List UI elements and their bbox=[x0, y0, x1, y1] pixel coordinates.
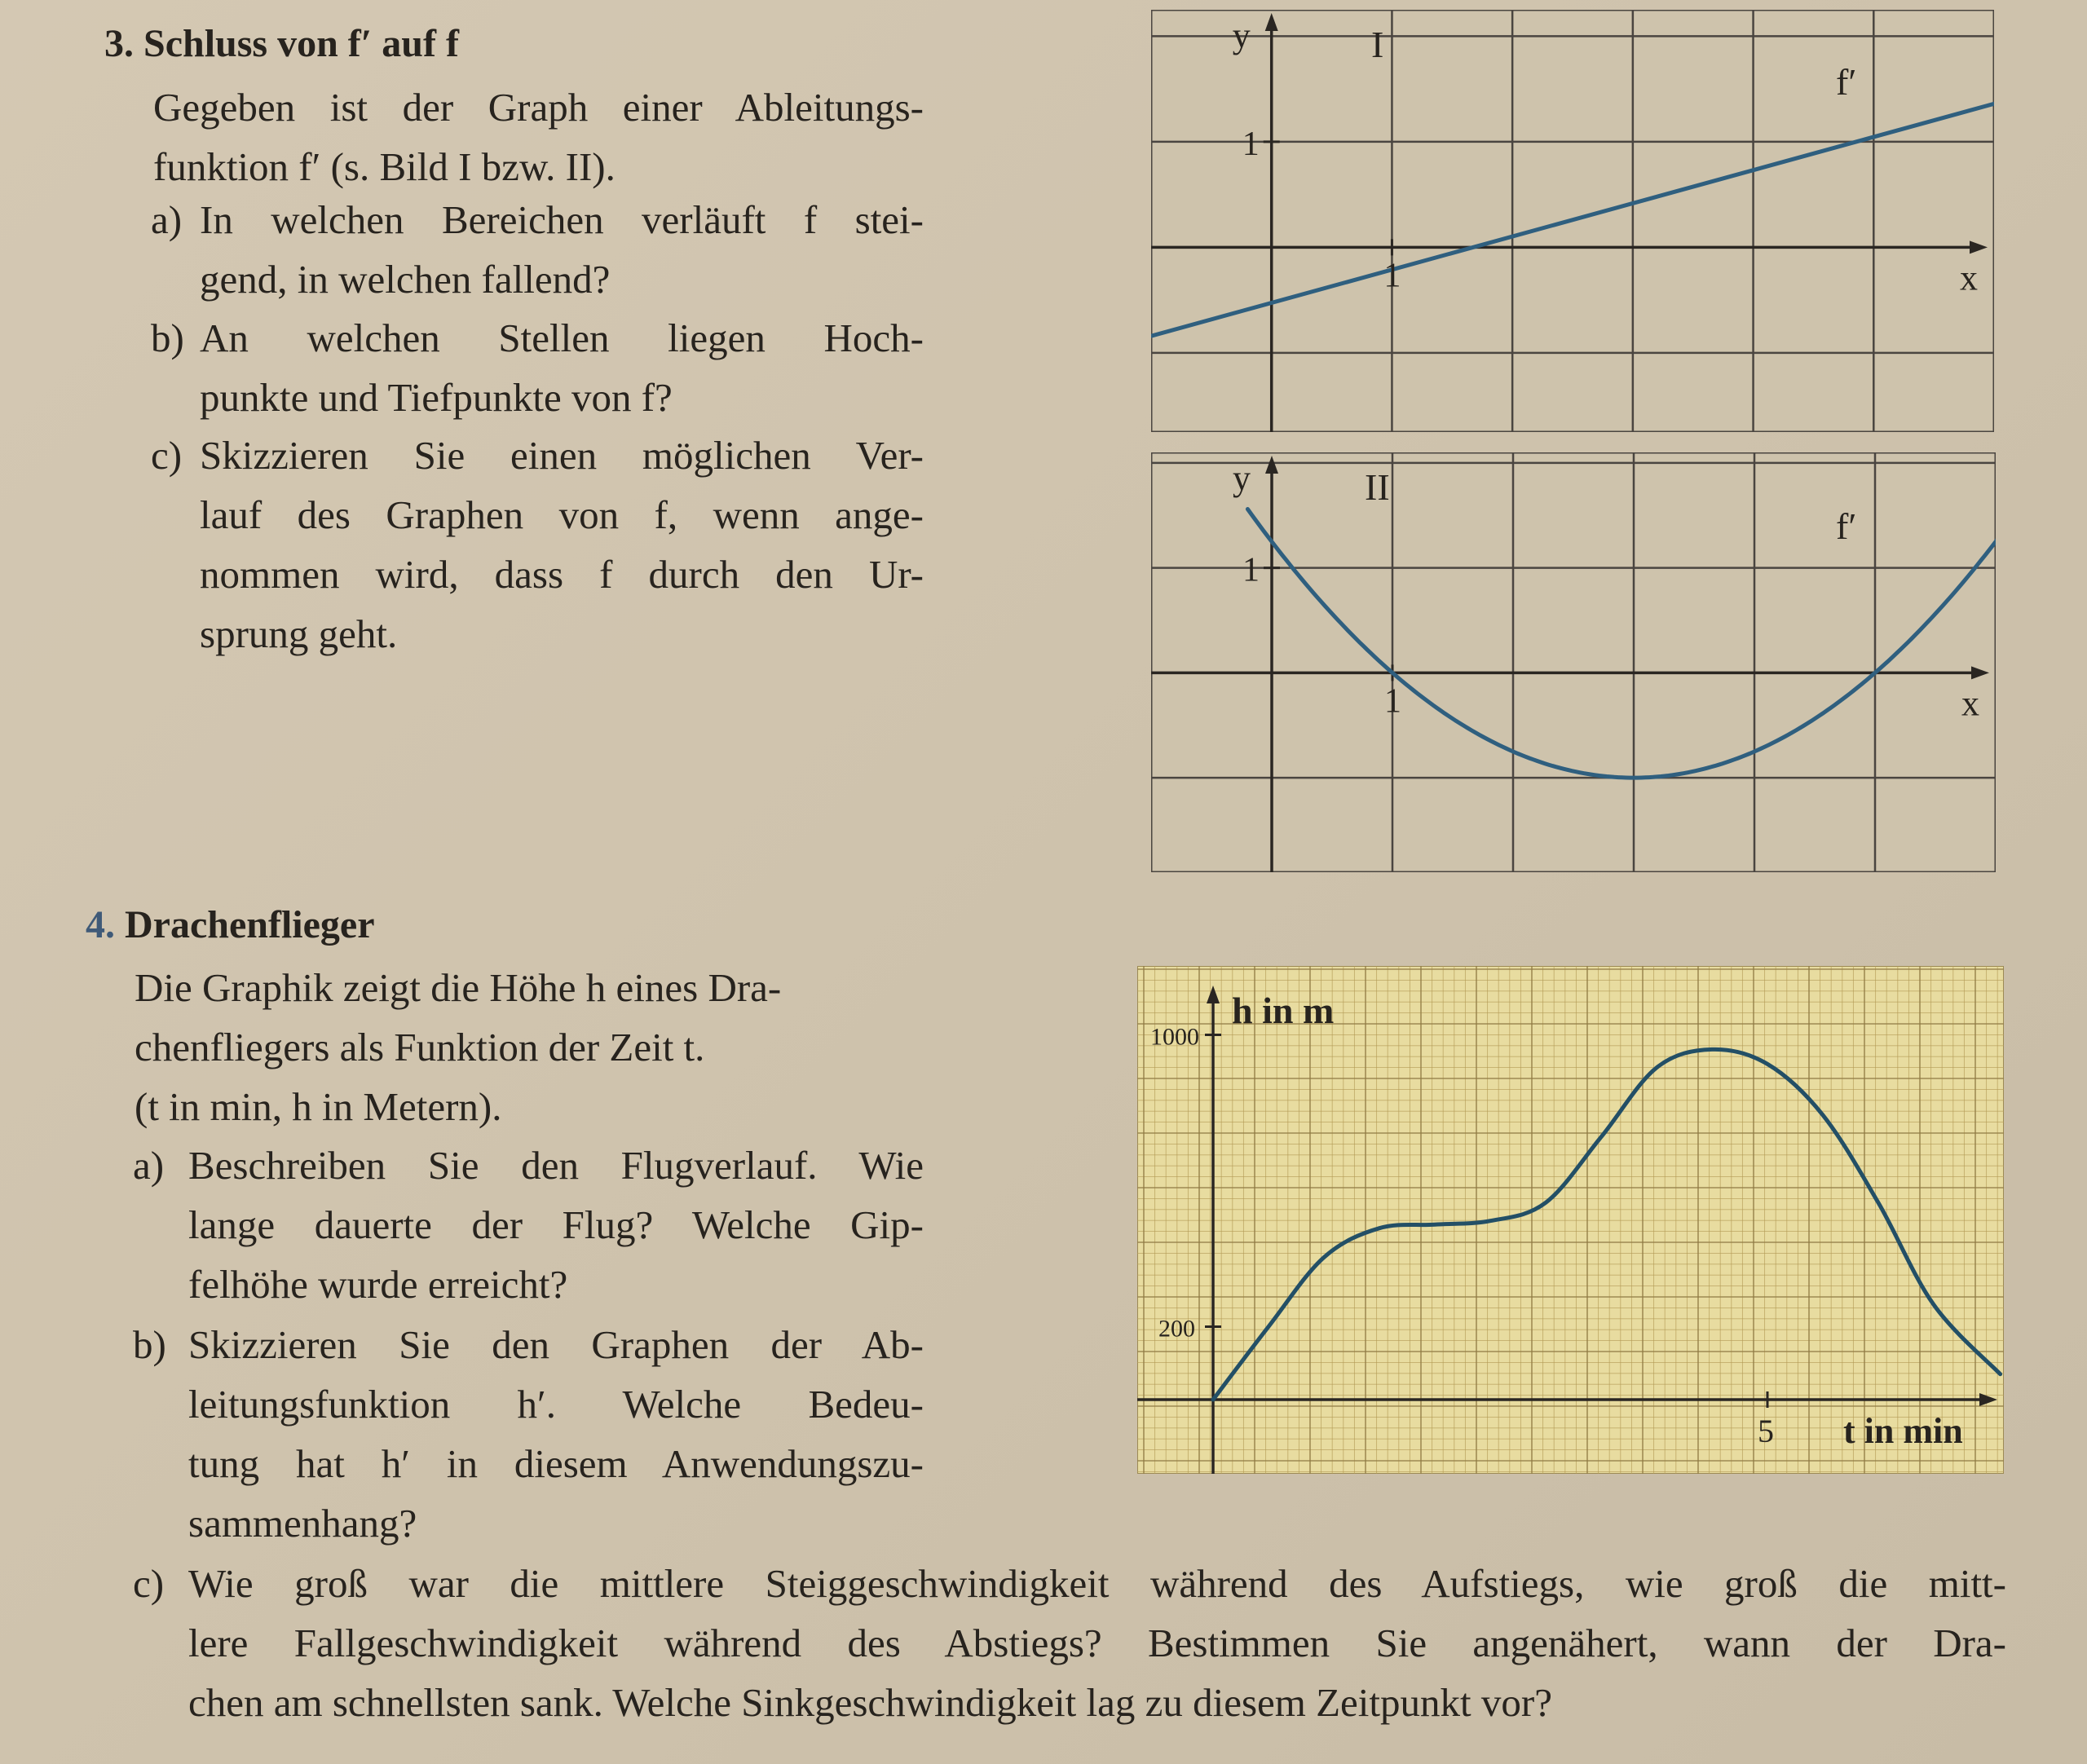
task3-part-c-line: Skizzieren Sie einen möglichen Ver- bbox=[200, 433, 924, 478]
panel-label: II bbox=[1365, 466, 1390, 508]
task4-part-a-label: a) bbox=[133, 1143, 165, 1188]
series-label: f′ bbox=[1836, 61, 1857, 103]
task3-title: Schluss von f′ auf f bbox=[143, 22, 459, 65]
task4-part-c-line: lere Fallgeschwindigkeit während des Abstiegs? Bestimmen Sie angenähert, wann der Dra- bbox=[188, 1621, 2006, 1665]
task3-part-a-label: a) bbox=[151, 197, 183, 242]
y-tick-label: 1 bbox=[1242, 551, 1260, 589]
y-axis-label: y bbox=[1233, 458, 1251, 498]
task3-part-c-line: lauf des Graphen von f, wenn ange- bbox=[200, 492, 924, 537]
task3-part-b-label: b) bbox=[151, 315, 184, 360]
y-tick-label: 1000 bbox=[1150, 1023, 1199, 1051]
x-tick-label: 1 bbox=[1384, 682, 1401, 721]
task3-intro-line: Gegeben ist der Graph einer Ableitungs- bbox=[153, 85, 924, 130]
task3-part-c bbox=[151, 426, 925, 664]
x-axis-label: t in min bbox=[1843, 1411, 1963, 1451]
task3-heading bbox=[104, 21, 459, 66]
height-time-graph bbox=[1137, 966, 2004, 1474]
task4-part-c-line: chen am schnellsten sank. Welche Sinkgeschwindigkeit lag zu diesem Zeitpunkt vor? bbox=[188, 1680, 1552, 1725]
panel-label: I bbox=[1371, 24, 1384, 65]
task3-part-c-line: nommen wird, dass f durch den Ur- bbox=[200, 552, 924, 597]
task4-title: Drachenflieger bbox=[125, 903, 375, 946]
task3-part-b bbox=[151, 308, 925, 427]
chart-3-background bbox=[1137, 966, 2004, 1474]
task4-part-a bbox=[133, 1136, 925, 1314]
task3-part-b-line: An welchen Stellen liegen Hoch- bbox=[200, 315, 924, 360]
x-axis-label: x bbox=[1961, 683, 1979, 724]
task4-intro-line: (t in min, h in Metern). bbox=[135, 1084, 502, 1129]
y-tick-label: 1 bbox=[1242, 125, 1260, 163]
task3-part-a bbox=[151, 190, 925, 309]
y-axis-label: h in m bbox=[1232, 990, 1335, 1031]
task4-heading bbox=[86, 902, 375, 947]
task4-number: 4. bbox=[86, 903, 115, 946]
task3-part-c-label: c) bbox=[151, 433, 183, 478]
task4-part-c bbox=[133, 1554, 2016, 1741]
task3-part-a-line: gend, in welchen fallend? bbox=[200, 257, 611, 302]
chart-2-background bbox=[1151, 452, 1996, 872]
derivative-graph-2 bbox=[1151, 452, 1996, 872]
task4-part-b bbox=[133, 1315, 925, 1553]
task4-part-b-line: Skizzieren Sie den Graphen der Ab- bbox=[188, 1322, 924, 1367]
task4-part-c-line: Wie groß war die mittlere Steiggeschwindigkeit während des Aufstiegs, wie groß die mitt- bbox=[188, 1561, 2006, 1606]
x-axis-label: x bbox=[1960, 258, 1978, 298]
task4-part-a-line: Beschreiben Sie den Flugverlauf. Wie bbox=[188, 1143, 924, 1188]
y-tick-label: 200 bbox=[1158, 1315, 1195, 1343]
task4-intro bbox=[135, 958, 924, 1136]
x-tick-label: 5 bbox=[1758, 1413, 1774, 1449]
task4-part-c-label: c) bbox=[133, 1561, 165, 1606]
task4-part-a-line: felhöhe wurde erreicht? bbox=[188, 1262, 568, 1307]
task3-part-b-line: punkte und Tiefpunkte von f? bbox=[200, 375, 673, 420]
task3-number: 3. bbox=[104, 22, 134, 65]
task4-part-b-label: b) bbox=[133, 1322, 166, 1367]
task4-part-b-line: sammenhang? bbox=[188, 1501, 417, 1546]
task4-part-b-line: leitungsfunktion h′. Welche Bedeu- bbox=[188, 1382, 924, 1427]
task4-intro-line: Die Graphik zeigt die Höhe h eines Dra- bbox=[135, 965, 782, 1010]
task4-part-a-line: lange dauerte der Flug? Welche Gip- bbox=[188, 1202, 924, 1247]
task3-part-a-line: In welchen Bereichen verläuft f stei- bbox=[200, 197, 924, 242]
task3-intro bbox=[153, 77, 924, 196]
y-axis-label: y bbox=[1232, 15, 1251, 55]
task4-intro-line: chenfliegers als Funktion der Zeit t. bbox=[135, 1025, 705, 1069]
derivative-graph-1 bbox=[1151, 10, 1994, 432]
x-tick-label: 1 bbox=[1383, 257, 1401, 295]
task3-part-c-line: sprung geht. bbox=[200, 611, 398, 656]
task3-intro-line: funktion f′ (s. Bild I bzw. II). bbox=[153, 144, 616, 189]
series-label: f′ bbox=[1836, 505, 1857, 547]
task4-part-b-line: tung hat h′ in diesem Anwendungszu- bbox=[188, 1441, 924, 1486]
